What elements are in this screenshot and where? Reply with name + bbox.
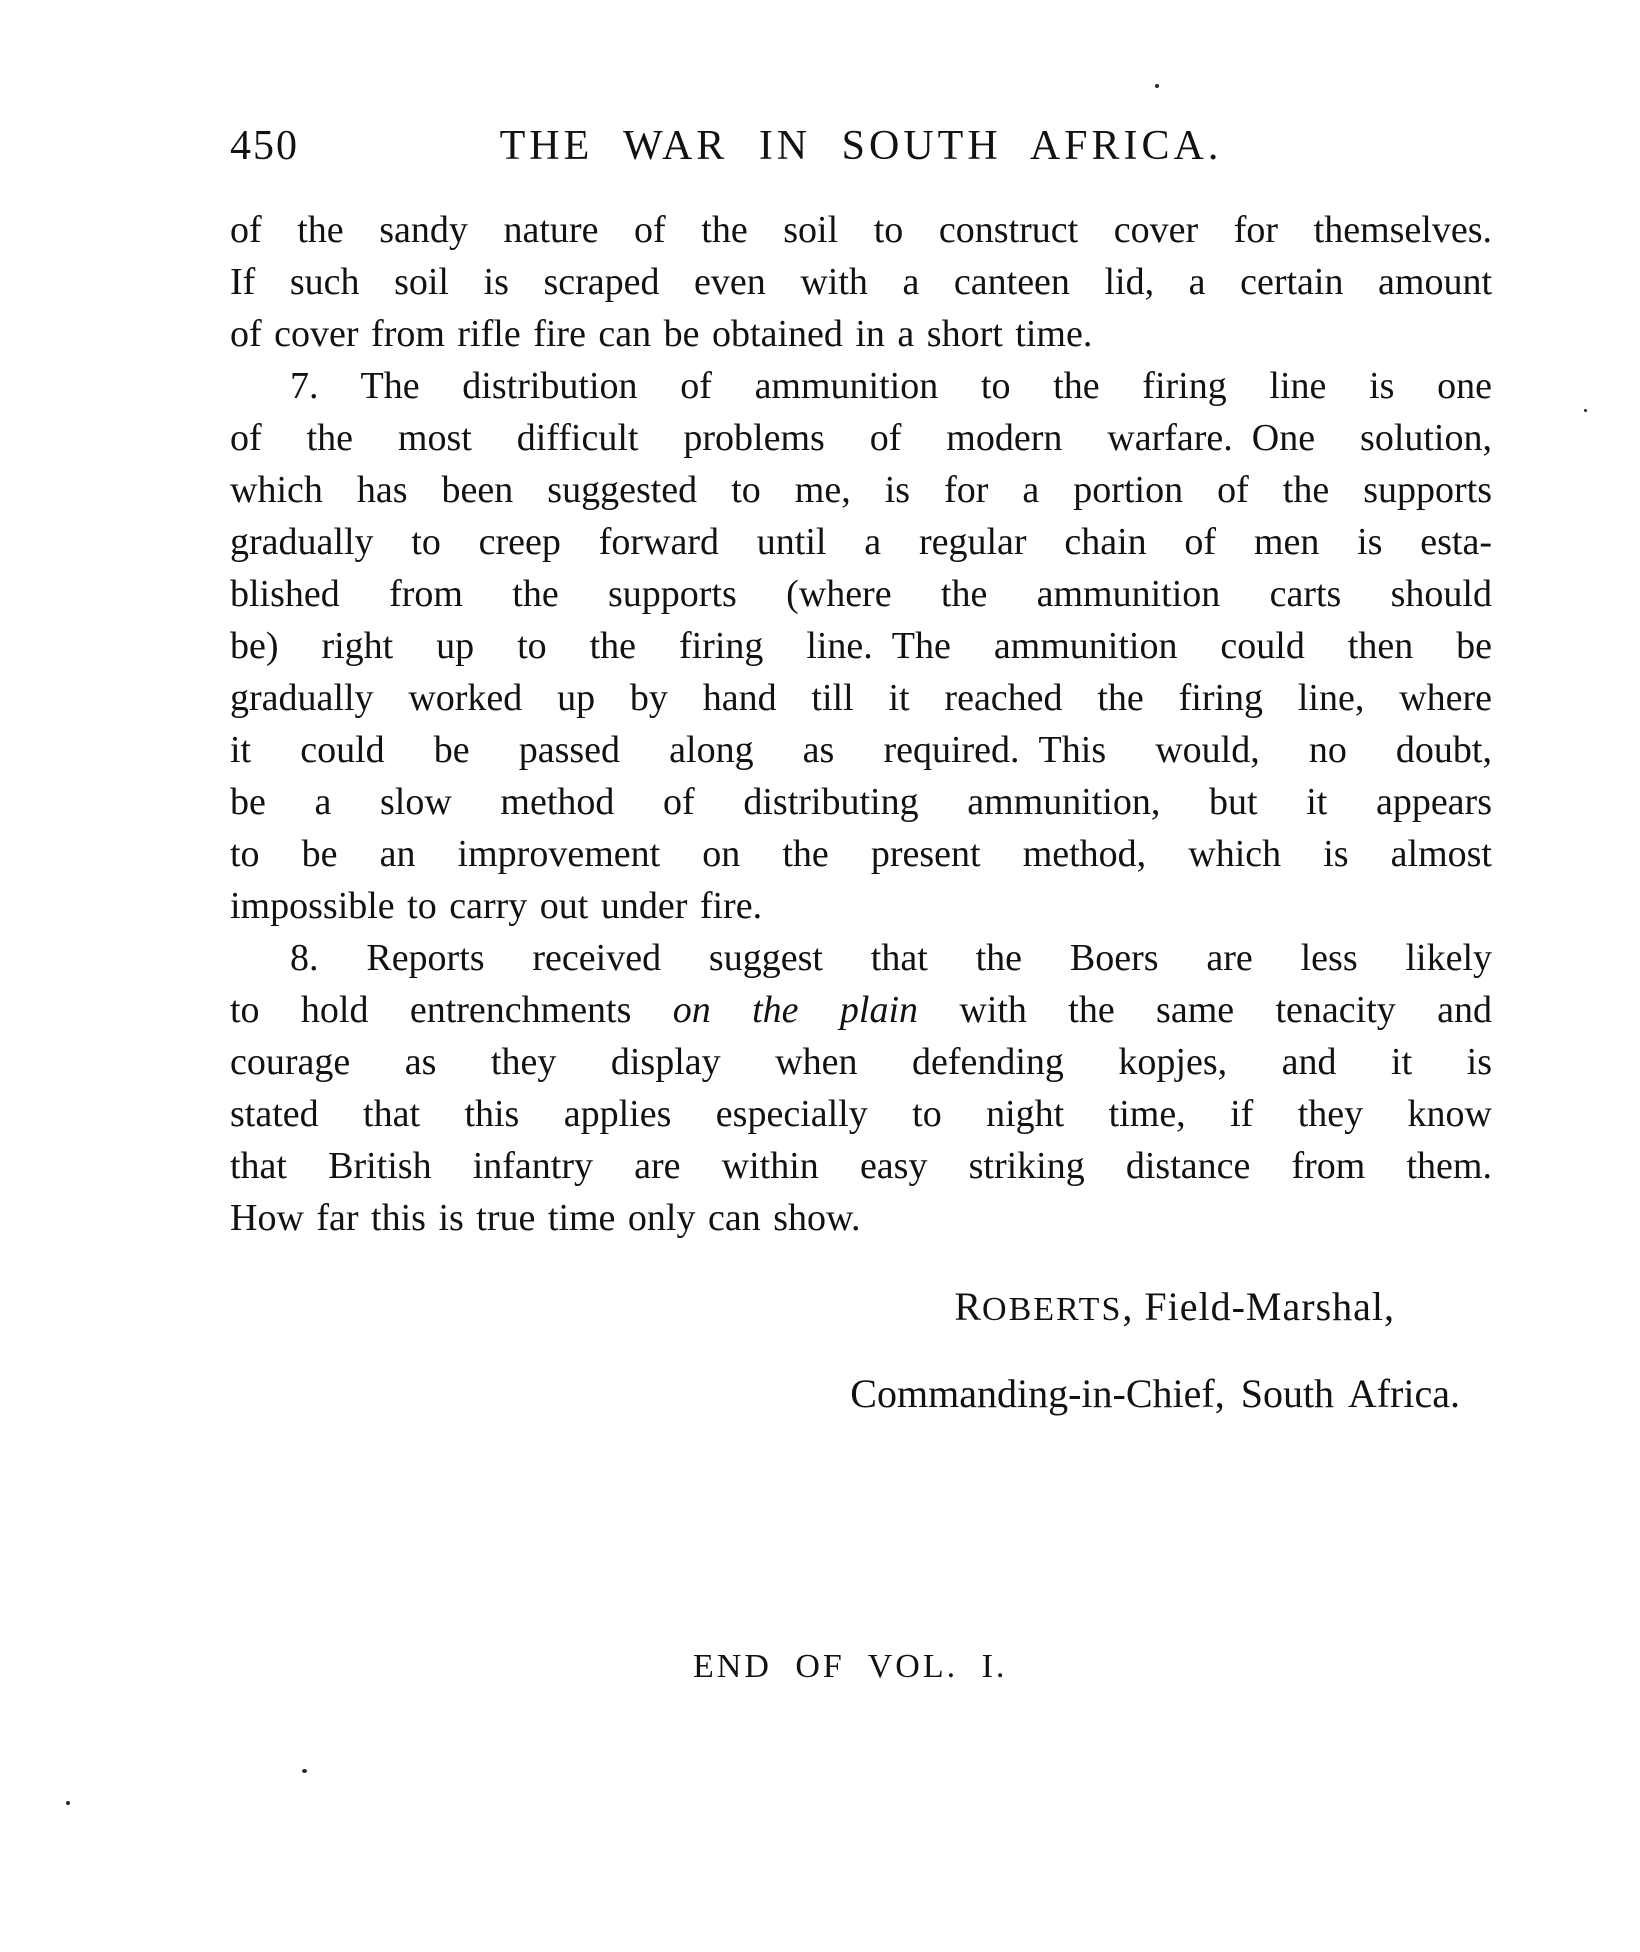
page-number: 450 bbox=[230, 123, 299, 169]
ink-speck bbox=[302, 1769, 307, 1773]
ink-speck bbox=[1584, 409, 1587, 412]
ink-speck bbox=[1155, 84, 1159, 88]
text-segment: of cover from rifle fire can be obtained in a short time. bbox=[230, 313, 1093, 355]
running-head-title: THE WAR IN SOUTH AFRICA. bbox=[499, 123, 1223, 169]
text-line bbox=[230, 1088, 1492, 1140]
text-line bbox=[230, 1140, 1492, 1192]
text-segment: be) right up to the firing line. The ammunition could then be bbox=[230, 625, 1492, 667]
ink-speck bbox=[66, 1801, 70, 1805]
signature-name-lead: R bbox=[954, 1284, 983, 1329]
text-segment: to hold entrenchments bbox=[230, 989, 673, 1031]
signature-name-smallcaps: OBERTS bbox=[982, 1291, 1123, 1328]
text-segment: which has been suggested to me, is for a portion of the supports bbox=[230, 469, 1492, 511]
text-line bbox=[230, 776, 1492, 828]
text-segment: impossible to carry out under fire. bbox=[230, 885, 763, 927]
text-segment: to be an improvement on the present method, which is almost bbox=[230, 833, 1492, 875]
text-segment: with the same tenacity and bbox=[918, 989, 1492, 1031]
text-segment: be a slow method of distributing ammunition, but it appears bbox=[230, 781, 1492, 823]
text-segment: courage as they display when defending kopjes, and it is bbox=[230, 1041, 1492, 1083]
text-segment: of the sandy nature of the soil to construct cover for themselves. bbox=[230, 209, 1492, 251]
text-line bbox=[230, 828, 1492, 880]
text-line bbox=[230, 412, 1492, 464]
text-line bbox=[230, 984, 1492, 1036]
text-segment: How far this is true time only can show. bbox=[230, 1197, 861, 1239]
text-segment: stated that this applies especially to night time, if they know bbox=[230, 1093, 1492, 1135]
text-line bbox=[230, 724, 1492, 776]
text-segment: it could be passed along as required. This would, no doubt, bbox=[230, 729, 1492, 771]
italic-text: on the plain bbox=[672, 989, 919, 1031]
text-line bbox=[230, 516, 1492, 568]
text-line bbox=[230, 1036, 1492, 1088]
text-segment: If such soil is scraped even with a canteen lid, a certain amount bbox=[230, 261, 1492, 303]
text-line bbox=[230, 360, 1492, 412]
text-segment: 8. Reports received suggest that the Boers are less likely bbox=[290, 937, 1492, 979]
text-line bbox=[230, 464, 1492, 516]
text-segment: blished from the supports (where the ammunition carts should bbox=[230, 573, 1492, 615]
signature-name-rest: , Field-Marshal, bbox=[1122, 1284, 1395, 1329]
text-line bbox=[230, 932, 1492, 984]
text-line bbox=[230, 204, 1492, 256]
body-text bbox=[230, 204, 1492, 1244]
end-of-volume-label: END OF VOL. I. bbox=[693, 1648, 1008, 1685]
text-line bbox=[230, 568, 1492, 620]
text-line bbox=[230, 308, 1492, 360]
text-line bbox=[230, 1192, 1492, 1244]
text-line bbox=[230, 620, 1492, 672]
text-segment: that British infantry are within easy striking distance from them. bbox=[230, 1145, 1492, 1187]
signature-name-line bbox=[954, 1285, 1395, 1332]
text-segment: gradually worked up by hand till it reached the firing line, where bbox=[230, 677, 1492, 719]
text-segment: of the most difficult problems of modern warfare. One solution, bbox=[230, 417, 1492, 459]
text-segment: gradually to creep forward until a regular chain of men is esta- bbox=[230, 521, 1492, 563]
signature-title-line: Commanding-in-Chief, South Africa. bbox=[850, 1371, 1460, 1416]
text-segment: 7. The distribution of ammunition to the firing line is one bbox=[290, 365, 1492, 407]
text-line bbox=[230, 256, 1492, 308]
text-line bbox=[230, 672, 1492, 724]
text-line bbox=[230, 880, 1492, 932]
